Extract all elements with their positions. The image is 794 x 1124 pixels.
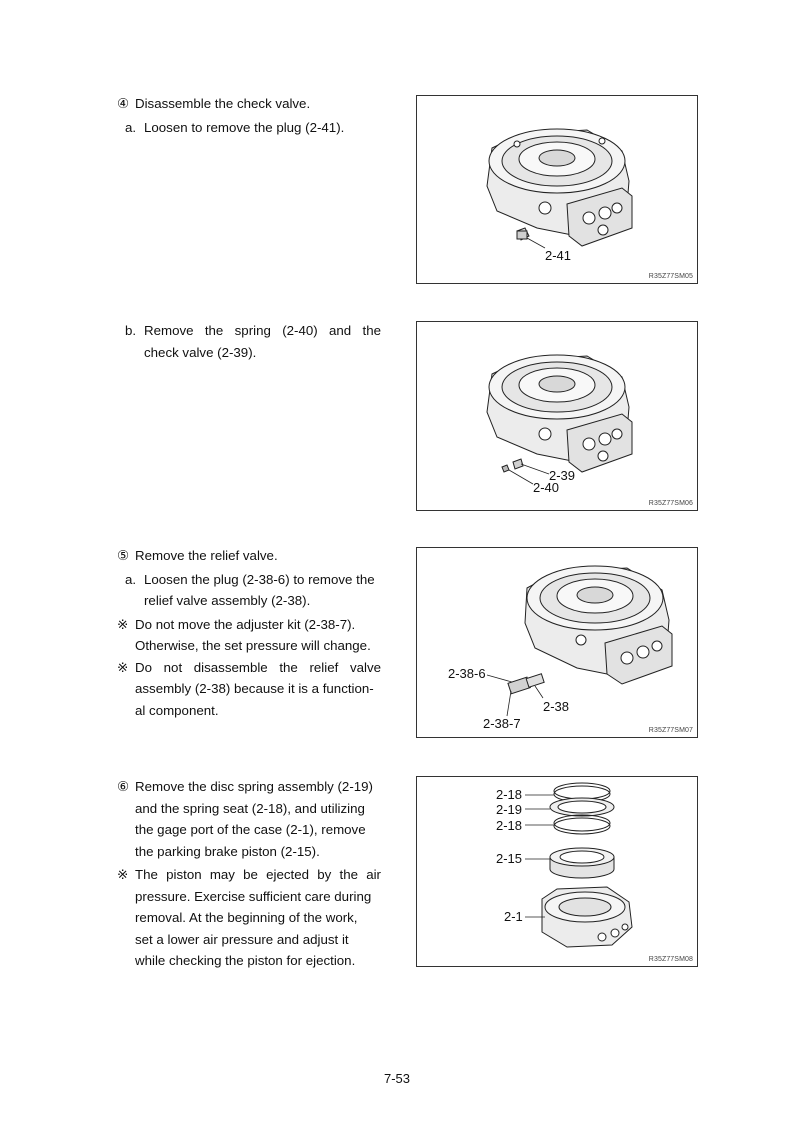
step5-note1-line2: Otherwise, the set pressure will change. bbox=[135, 638, 371, 653]
part-label-2-38-7: 2-38-7 bbox=[483, 716, 521, 731]
step6-note-line3: removal. At the beginning of the work, bbox=[135, 910, 358, 925]
step-number-5: ⑤ bbox=[117, 548, 129, 563]
leader-line bbox=[521, 464, 549, 474]
leader-line bbox=[487, 675, 512, 682]
step4-a-text: Loosen to remove the plug (2-41). bbox=[144, 119, 345, 135]
part-label-2-18-bottom: 2-18 bbox=[496, 818, 523, 833]
part-label-2-38-6: 2-38-6 bbox=[448, 666, 486, 681]
part-label-2-19: 2-19 bbox=[496, 802, 523, 817]
figure-code: R35Z77SM05 bbox=[648, 273, 693, 280]
part-label-2-1: 2-1 bbox=[504, 909, 523, 924]
substep-a-marker: a. bbox=[125, 119, 137, 135]
note-mark: ※ bbox=[117, 616, 129, 632]
step5-a-line1: Loosen the plug (2-38-6) to remove the bbox=[144, 571, 375, 587]
figure-code: R35Z77SM06 bbox=[648, 500, 693, 507]
step6-line4: the parking brake piston (2-15). bbox=[135, 843, 320, 859]
step4-block bbox=[117, 93, 381, 138]
substep-b-marker: b. bbox=[125, 323, 137, 338]
leader-line bbox=[507, 691, 511, 716]
step4-b-line2: check valve (2-39). bbox=[144, 344, 257, 360]
step6-note-line2: pressure. Exercise sufficient care during bbox=[135, 888, 372, 904]
exploded-view-illustration bbox=[417, 777, 697, 966]
figure-remove-brake-piston bbox=[416, 776, 698, 967]
leader-line bbox=[509, 470, 533, 484]
figure-remove-relief-valve bbox=[416, 547, 698, 738]
step6-note-line5: while checking the piston for ejection. bbox=[135, 953, 356, 968]
note-mark: ※ bbox=[117, 659, 129, 675]
figure-code: R35Z77SM08 bbox=[648, 956, 693, 963]
step-number-4: ④ bbox=[117, 96, 129, 111]
step5-note2-line2: assembly (2-38) because it is a function- bbox=[135, 681, 374, 696]
step5-note1-line1: Do not move the adjuster kit (2-38-7). bbox=[135, 616, 356, 632]
step6-note-line1: The piston may be ejected by the air bbox=[135, 867, 381, 882]
leader-line bbox=[535, 686, 543, 698]
step4-heading: Disassemble the check valve. bbox=[135, 96, 311, 111]
step4-b-line1: Remove the spring (2-40) and the bbox=[144, 323, 381, 338]
leader-line bbox=[527, 238, 545, 248]
part-label-2-15: 2-15 bbox=[496, 851, 523, 866]
step4-b-block bbox=[125, 320, 381, 363]
step6-note-line4: set a lower air pressure and adjust it bbox=[135, 931, 349, 947]
part-label-2-41: 2-41 bbox=[545, 248, 572, 263]
step5-heading: Remove the relief valve. bbox=[135, 548, 278, 563]
part-label-2-18-top: 2-18 bbox=[496, 787, 523, 802]
part-label-2-40: 2-40 bbox=[533, 480, 560, 495]
step6-block bbox=[117, 776, 381, 972]
part-label-2-39: 2-39 bbox=[549, 468, 576, 483]
page-number: 7-53 bbox=[383, 1071, 411, 1086]
part-label-2-38: 2-38 bbox=[543, 699, 570, 714]
step6-line1: Remove the disc spring assembly (2-19) bbox=[135, 779, 373, 794]
step5-note2-line3: al component. bbox=[135, 702, 219, 718]
note-mark: ※ bbox=[117, 867, 129, 882]
figure-code: R35Z77SM07 bbox=[648, 727, 693, 734]
figure-remove-spring-check-valve bbox=[416, 321, 698, 511]
step5-block bbox=[117, 545, 381, 721]
substep-a-marker: a. bbox=[125, 571, 137, 587]
step6-line3: the gage port of the case (2-1), remove bbox=[135, 822, 366, 837]
figure-remove-plug bbox=[416, 95, 698, 284]
step5-a-line2: relief valve assembly (2-38). bbox=[144, 593, 311, 608]
step5-note2-line1: Do not disassemble the relief valve bbox=[135, 659, 381, 675]
step-number-6: ⑥ bbox=[117, 779, 129, 794]
step6-line2: and the spring seat (2-18), and utilizing bbox=[135, 800, 365, 816]
